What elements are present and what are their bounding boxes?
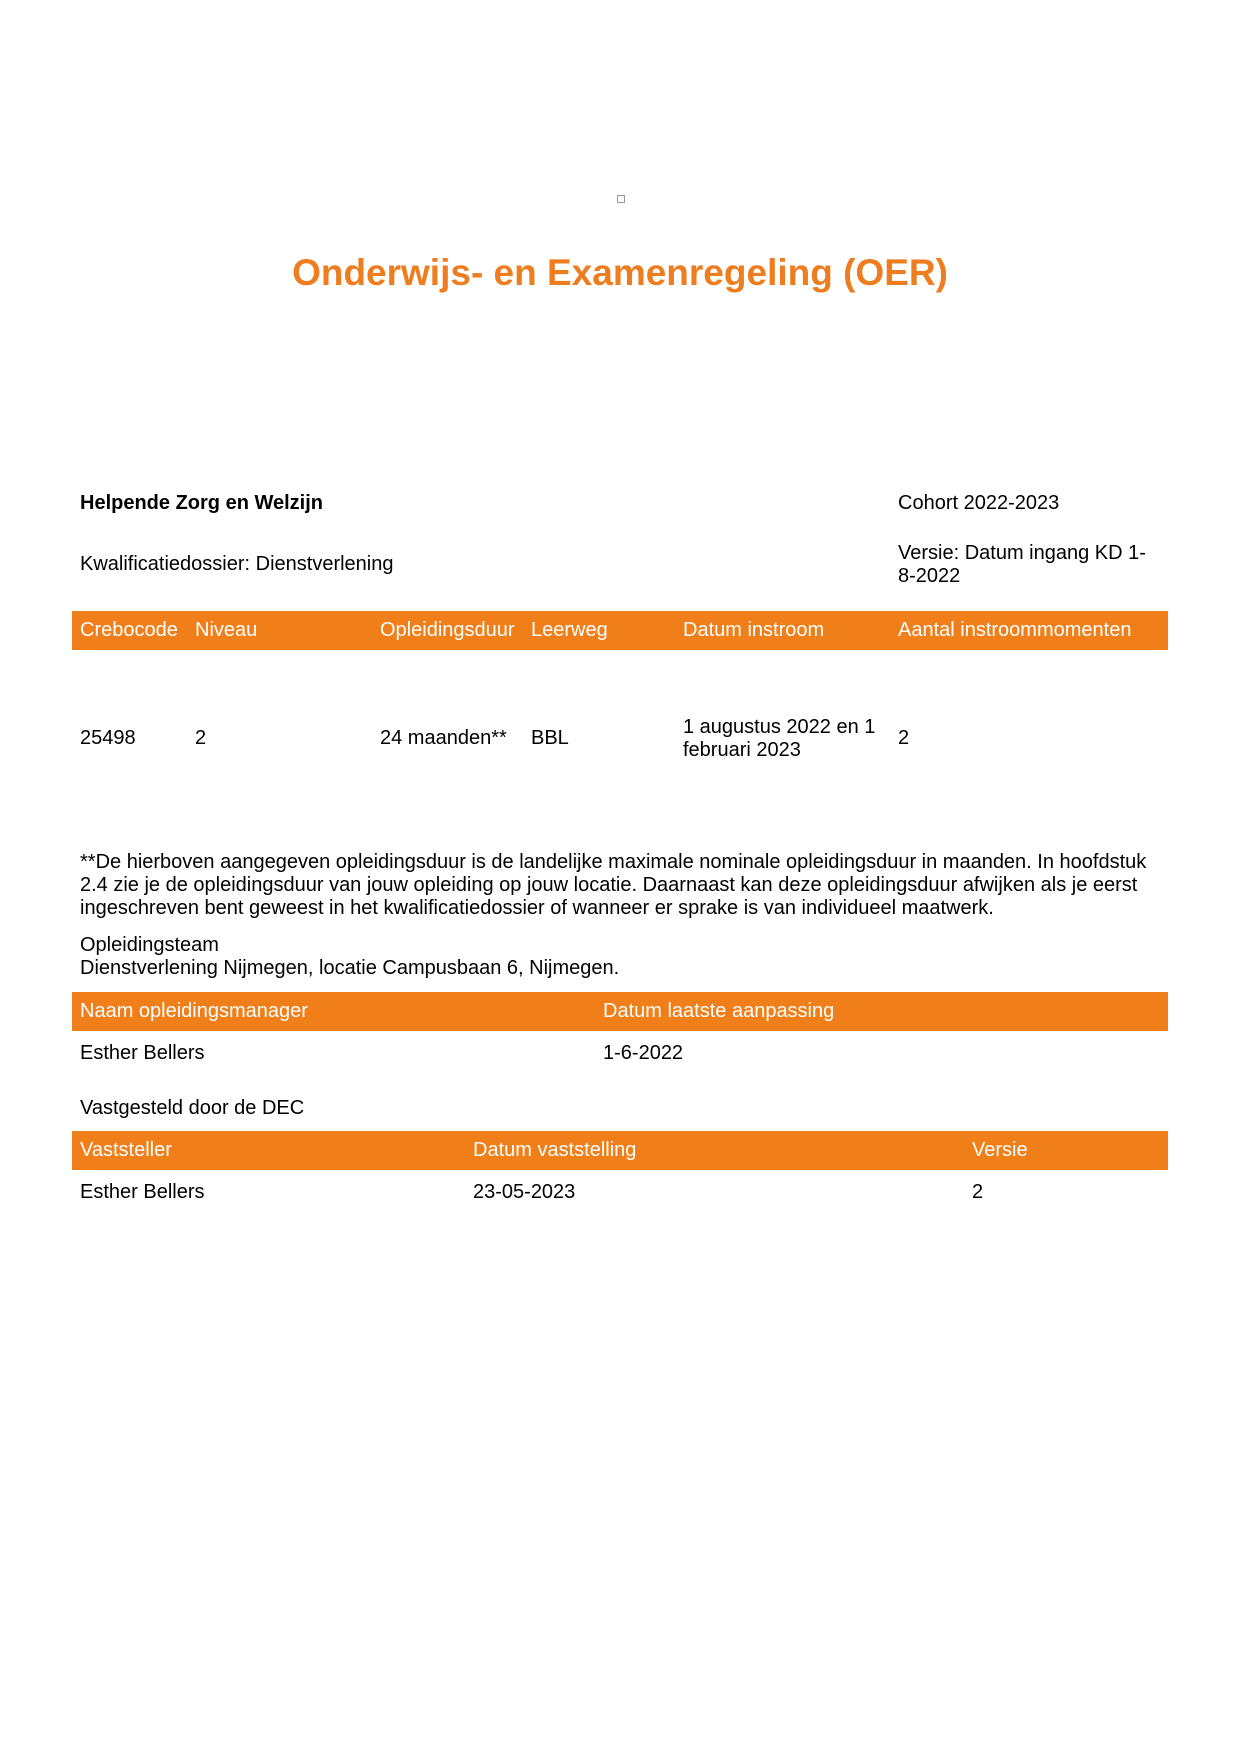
dec-label: Vastgesteld door de DEC xyxy=(80,1097,305,1119)
page-title: Onderwijs- en Examenregeling (OER) xyxy=(292,252,948,293)
cell-manager-name: Esther Bellers xyxy=(80,1042,205,1064)
header-opleidingsduur: Opleidingsduur xyxy=(380,619,515,641)
main-table-header xyxy=(72,611,1168,650)
version-line-1: Versie: Datum ingang KD 1- xyxy=(898,542,1146,564)
program-name: Helpende Zorg en Welzijn xyxy=(80,492,323,514)
header-naam-opleidingsmanager: Naam opleidingsmanager xyxy=(80,1000,308,1022)
header-aantal-instroommomenten: Aantal instroommomenten xyxy=(898,619,1132,641)
version-line-2: 8-2022 xyxy=(898,565,961,587)
header-vaststeller: Vaststeller xyxy=(80,1139,172,1161)
header-crebocode: Crebocode xyxy=(80,619,178,641)
header-datum-instroom: Datum instroom xyxy=(683,619,825,641)
header-leerweg: Leerweg xyxy=(531,619,608,641)
cell-versie: 2 xyxy=(972,1181,984,1203)
cell-vaststeller: Esther Bellers xyxy=(80,1181,205,1203)
logo-placeholder-icon xyxy=(617,195,625,203)
manager-table-header xyxy=(72,992,1168,1031)
dossier-label: Kwalificatiedossier: Dienstverlening xyxy=(80,553,394,575)
team-location: Dienstverlening Nijmegen, locatie Campusbaan 6, Nijmegen. xyxy=(80,957,620,979)
version-label xyxy=(898,542,1146,588)
cell-opleidingsduur: 24 maanden** xyxy=(380,727,507,749)
duration-note: **De hierboven aangegeven opleidingsduur is de landelijke maximale nominale opleidingsduur in maanden. In hoofdstuk 2.4 zie je de opleidingsduur van jouw opleiding op jouw locatie. Daarnaast kan deze opleidingsduur afwijken als je eerst ingeschreven bent geweest in het kwalificatiedossier of wanneer er sprake is van individueel maatwerk. xyxy=(80,851,1147,919)
cell-datum-instroom xyxy=(683,716,875,762)
cohort-label: Cohort 2022-2023 xyxy=(898,492,1060,514)
team-label: Opleidingsteam xyxy=(80,934,219,956)
instroom-line-1: 1 augustus 2022 en 1 xyxy=(683,716,876,738)
dec-table-header xyxy=(72,1131,1168,1170)
instroom-line-2: februari 2023 xyxy=(683,739,801,761)
cell-niveau: 2 xyxy=(195,727,207,749)
header-datum-vaststelling: Datum vaststelling xyxy=(473,1139,637,1161)
cell-aantal-instroommomenten: 2 xyxy=(898,727,910,749)
cell-datum-vaststelling: 23-05-2023 xyxy=(473,1181,576,1203)
header-versie: Versie xyxy=(972,1139,1028,1161)
cell-last-modified: 1-6-2022 xyxy=(603,1042,684,1064)
header-datum-laatste-aanpassing: Datum laatste aanpassing xyxy=(603,1000,835,1022)
cell-leerweg: BBL xyxy=(531,727,569,749)
cell-crebocode: 25498 xyxy=(80,727,136,749)
header-niveau: Niveau xyxy=(195,619,258,641)
